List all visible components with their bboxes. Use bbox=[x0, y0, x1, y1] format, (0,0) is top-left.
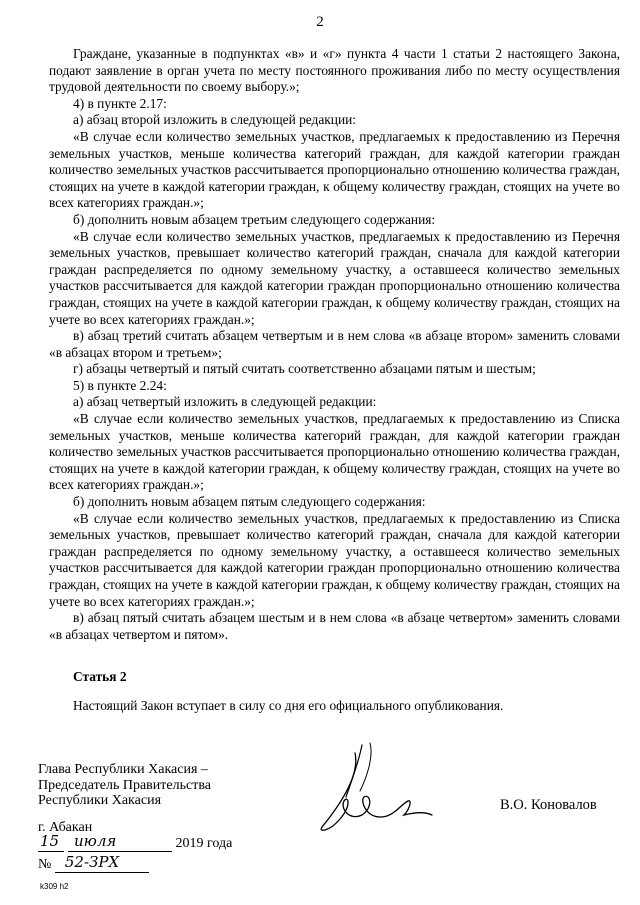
number-line bbox=[38, 853, 149, 873]
day-blank bbox=[38, 832, 64, 852]
position-line: Председатель Правительства bbox=[38, 777, 211, 793]
document-body bbox=[49, 46, 620, 715]
paragraph: б) дополнить новым абзацем пятым следующего содержания: bbox=[73, 494, 426, 510]
paragraph: в) абзац пятый считать абзацем шестым и в нем слова «в абзаце четвертом» заменить словами «в абзацах четвертом и пятом». bbox=[49, 610, 620, 642]
place-of-signing: г. Абакан bbox=[38, 820, 93, 835]
signatory-name: В.О. Коновалов bbox=[500, 797, 597, 813]
handwritten-number: 52-ЗРХ bbox=[64, 853, 120, 871]
paragraph: б) дополнить новым абзацем третьим следующего содержания: bbox=[73, 211, 436, 227]
paragraph: «В случае если количество земельных участков, предлагаемых к предоставлению из Перечня земельных участков, меньше количества категорий граждан, для каждой категории граждан количество земельных участков рассчитывается пропорционально отношению количества граждан, стоящих на учете в каждой категории граждан, к общему количеству граждан, стоящих на учете во всех категориях граждан.»; bbox=[49, 128, 620, 211]
paragraph: г) абзацы четвертый и пятый считать соответственно абзацами пятым и шестым; bbox=[73, 361, 536, 377]
position-line: Глава Республики Хакасия – bbox=[38, 762, 208, 777]
paragraph: Граждане, указанные в подпунктах «в» и «г» пункта 4 части 1 статьи 2 настоящего Закона, подают заявление в орган учета по месту постоянного проживания либо по месту осуществления трудовой деятельности по своему выбору.»; bbox=[49, 46, 620, 95]
month-blank bbox=[68, 832, 172, 852]
paragraph: а) абзац четвертый изложить в следующей редакции: bbox=[73, 394, 377, 410]
handwritten-day: 15 bbox=[40, 832, 60, 850]
position-line: Республики Хакасия bbox=[38, 793, 162, 808]
paragraph: «В случае если количество земельных участков, предлагаемых к предоставлению из Перечня земельных участков, превышает количество категорий граждан, сначала для каждой категории граждан распределяется по одному земельному участку, а оставшееся количество земельных участков рассчитывается для каждой категории граждан пропорционально отношению количества граждан, стоящих на учете в каждой категории граждан, к общему количеству граждан, стоящих на учете во всех категориях граждан.»; bbox=[49, 228, 620, 327]
signatory-position bbox=[38, 762, 211, 809]
article-title: Статья 2 bbox=[73, 669, 127, 685]
paragraph: в) абзац третий считать абзацем четвертым и в нем слова «в абзаце втором» заменить словами «в абзацах втором и третьем»; bbox=[49, 328, 620, 360]
article-text: Настоящий Закон вступает в силу со дня его официального опубликования. bbox=[73, 697, 504, 713]
paragraph: а) абзац второй изложить в следующей редакции: bbox=[73, 112, 357, 128]
paragraph: «В случае если количество земельных участков, предлагаемых к предоставлению из Списка земельных участков, меньше количества категорий граждан, для каждой категории граждан количество земельных участков рассчитывается пропорционально отношению количества граждан, стоящих на учете в каждой категории граждан, к общему количеству граждан, стоящих на учете во всех категориях граждан.»; bbox=[49, 411, 620, 493]
year-text: 2019 года bbox=[175, 836, 233, 851]
date-line bbox=[38, 832, 233, 852]
document-code: k309 h2 bbox=[40, 882, 69, 891]
paragraph: 4) в пункте 2.17: bbox=[73, 95, 167, 111]
paragraph: «В случае если количество земельных участков, предлагаемых к предоставлению из Списка земельных участков, превышает количество категорий граждан, сначала для каждой категории граждан распределяется по одному земельному участку, а оставшееся количество земельных участков рассчитывается для каждой категории граждан пропорционально отношению количества граждан, стоящих на учете в каждой категории граждан, к общему количеству граждан, стоящих на учете во всех категориях граждан.»; bbox=[49, 510, 620, 609]
paragraph: 5) в пункте 2.24: bbox=[73, 377, 167, 393]
page-number: 2 bbox=[316, 14, 324, 30]
number-blank bbox=[55, 853, 149, 873]
handwritten-signature bbox=[300, 735, 450, 845]
handwritten-month: июля bbox=[74, 832, 117, 850]
number-sign: № bbox=[38, 857, 52, 872]
